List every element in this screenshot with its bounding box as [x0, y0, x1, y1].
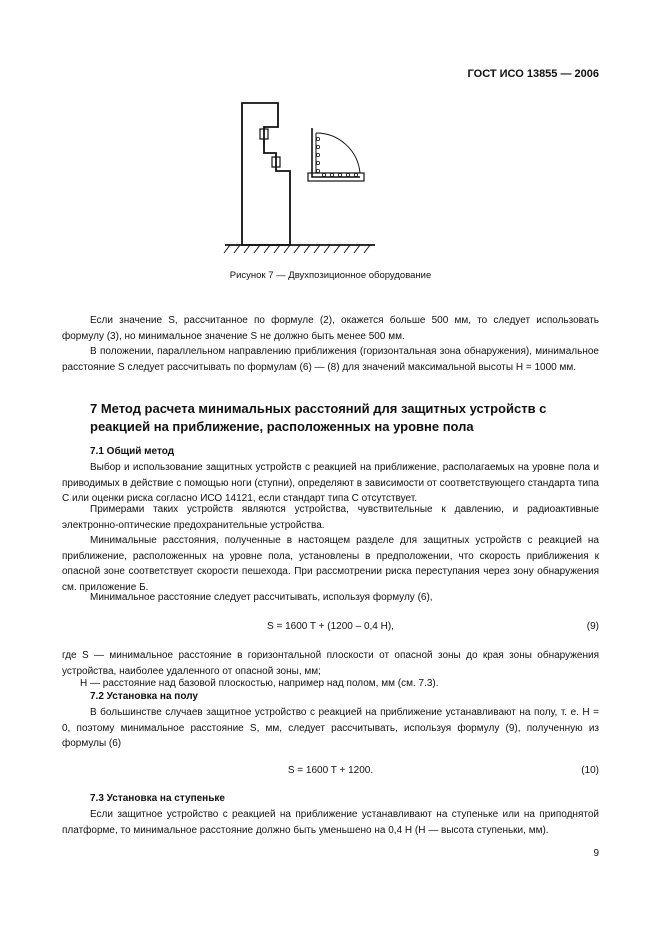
page-number: 9	[593, 848, 599, 859]
formula-9-expression: S = 1600 T + (1200 – 0,4 H),	[267, 621, 394, 632]
formula-9-number: (9)	[586, 621, 599, 632]
paragraph-horizontal-zone: В положении, параллельном направлению приближения (горизонтальная зона обнаружения), минимальное расстояние S следует рассчитывать по формулам (6) — (8) для значений максимальной высоты H = 1000 мм.	[62, 346, 599, 373]
paragraph-7-1-a: Выбор и использование защитных устройств с реакцией на приближение, располагаемых на уровне пола и приводимых в действие с помощью ноги (ступни), определяют в зависимости от соответствующего стандарта типа С или оценки риска согласно ИСО 14121, если стандарт типа С отсутствует.	[62, 462, 599, 504]
figure-two-position-equipment	[220, 95, 380, 260]
paragraph-7-1-d: Минимальное расстояние следует рассчитывать, используя формулу (6),	[90, 592, 433, 603]
paragraph-formula-2-note: Если значение S, рассчитанное по формуле (2), окажется больше 500 мм, то следует использовать формулу (3), но минимальное значение S не должно быть менее 500 мм.	[62, 315, 599, 342]
document-header: ГОСТ ИСО 13855 — 2006	[467, 68, 599, 80]
definition-s: где S — минимальное расстояние в горизонтальной плоскости от опасной зоны до края зоны обнаружения устройства, наиболее удаленного от опасной зоны, мм;	[62, 650, 599, 677]
formula-10-number: (10)	[581, 765, 599, 776]
paragraph-7-2: В большинстве случаев защитное устройство с реакцией на приближение устанавливают на полу, т. е. H = 0, поэтому минимальное расстояние S, мм, следует рассчитывать, используя формулу (9), полученную из формулы (6)	[62, 707, 599, 749]
paragraph-7-3: Если защитное устройство с реакцией на приближение устанавливают на ступеньке или на приподнятой платформе, то минимальное расстояние должно быть уменьшено на 0,4 H (H — высота ступеньки, мм).	[62, 809, 599, 836]
subsection-7-3-title: 7.3 Установка на ступеньке	[90, 793, 225, 804]
paragraph-7-1-b: Примерами таких устройств являются устройства, чувствительные к давлению, и радиоактивные электронно-оптические предохранительные устройства.	[62, 504, 599, 531]
subsection-7-1-title: 7.1 Общий метод	[90, 446, 175, 457]
formula-10-expression: S = 1600 T + 1200.	[287, 765, 374, 776]
paragraph-7-1-c: Минимальные расстояния, полученные в настоящем разделе для защитных устройств с реакцией на приближение, расположенных на уровне пола, установлены в предположении, что скорость приближения к опасной зоне соответствует скорости пешехода. При рассмотрении риска переступания через зону обнаружения см. приложение Б.	[62, 535, 599, 593]
subsection-7-2-title: 7.2 Установка на полу	[90, 691, 198, 702]
definition-h: H — расстояние над базовой плоскостью, например над полом, мм (см. 7.3).	[80, 678, 439, 689]
section-7-title: 7 Метод расчета минимальных расстояний для защитных устройств с реакцией на приближение, расположенных на уровне пола	[90, 401, 547, 434]
figure-caption: Рисунок 7 — Двухпозиционное оборудование	[229, 270, 432, 281]
